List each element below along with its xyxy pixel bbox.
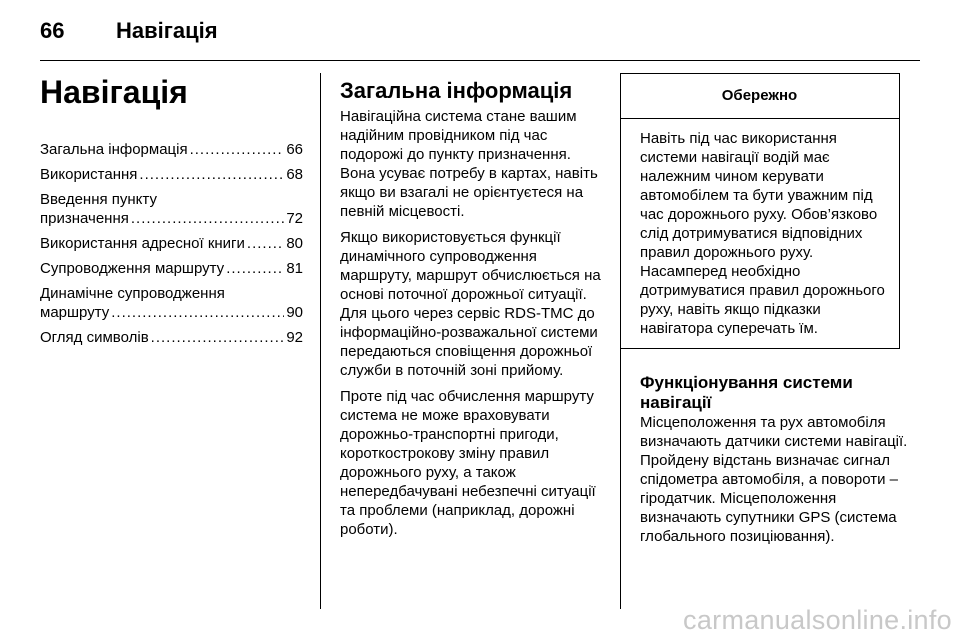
warning-box (620, 73, 900, 349)
header-rule (40, 60, 920, 61)
chapter-toc (40, 72, 303, 353)
body-paragraph: Навігаційна система стане вашим надійним провідником під час подорожі до пункту призначення. Вона усуває потребу в картах, навіть якщо ви взагалі не орієнтуєтеся на певній місцевості. (340, 108, 598, 220)
toc-entry[interactable] (40, 165, 303, 184)
toc-entry[interactable] (40, 234, 303, 253)
toc-entry-label: Огляд символів (40, 329, 149, 346)
toc-entry-label: Супроводження маршруту (40, 260, 225, 277)
right-column (620, 73, 920, 546)
toc-entry-label: призначення (40, 210, 129, 227)
toc-leader-dots (190, 140, 285, 159)
toc-leader-dots (111, 303, 284, 322)
toc-entry-label-line1: Динамічне супроводження (40, 285, 225, 302)
toc-leader-dots (226, 259, 284, 278)
toc-leader-dots (151, 328, 285, 347)
warning-title: Обережно (620, 74, 899, 119)
toc-entry-label: Загальна інформація (40, 141, 188, 158)
section-title: Загальна інформація (340, 78, 573, 103)
toc-entry-page: 72 (286, 210, 303, 227)
watermark: carmanualsonline.info (683, 605, 952, 635)
toc-entry[interactable] (40, 259, 303, 278)
toc-entry-page: 90 (286, 304, 303, 321)
warning-text: Навіть під час використання системи навігації водій має належним чином керувати автомобілем та бути уважним під час дорожнього руху. Обов’язково слід дотримуватися відповідних правил дорожнього руху. Насамперед необхідно дотримуватися правил дорожнього руху, навіть якщо підказки навігатора суперечать їм. (640, 130, 885, 337)
toc-entry[interactable] (40, 140, 303, 159)
toc-entry[interactable] (40, 328, 303, 347)
body-paragraph: Якщо використовується функції динамічного супроводження маршруту, маршрут обчислюється на основі поточної дорожньої ситуації. Для цього через сервіс RDS-TMC до інформаційно-розважальної системи передаються сповіщення дорожньої служби в поточній зоні прийому. (340, 229, 601, 379)
toc-entry-label: Використання (40, 166, 138, 183)
toc-entry-page: 80 (286, 235, 303, 252)
toc-entry-label-line1: Введення пункту (40, 191, 157, 208)
toc-entry[interactable] (40, 284, 303, 322)
toc-entry-page: 81 (286, 260, 303, 277)
page-number: 66 (40, 18, 65, 43)
function-section (640, 373, 920, 546)
body-paragraph: Місцеположення та рух автомобіля визначають датчики системи навігації. Пройдену відстань визначає сигнал спідометра автомобіля, а повороти – гіродатчик. Місцеположення визначають супутники GPS (система глобального позиціювання). (640, 414, 908, 545)
toc-leader-dots (131, 209, 284, 228)
toc-entry-page: 92 (286, 329, 303, 346)
toc-entry[interactable] (40, 190, 303, 228)
running-header (40, 16, 920, 52)
toc-leader-dots (247, 234, 284, 253)
toc-entry-label: маршруту (40, 304, 110, 321)
toc-entry-label: Використання адресної книги (40, 235, 245, 252)
toc-leader-dots (139, 165, 284, 184)
running-title: Навігація (116, 18, 218, 43)
subsection-title: Функціонування системи навігації (640, 373, 853, 412)
general-info-section (340, 78, 602, 546)
body-paragraph: Проте під час обчислення маршруту система не може враховувати дорожньо-транспортні пригоди, короткострокову зміну правил дорожнього руху, а також непередбачувані небезпечні ситуації та проблеми (наприклад, дорожні роботи). (340, 388, 596, 538)
toc-entry-page: 68 (286, 166, 303, 183)
toc-entry-page: 66 (286, 141, 303, 158)
chapter-title: Навігація (40, 74, 188, 110)
column-divider-left (320, 73, 321, 609)
